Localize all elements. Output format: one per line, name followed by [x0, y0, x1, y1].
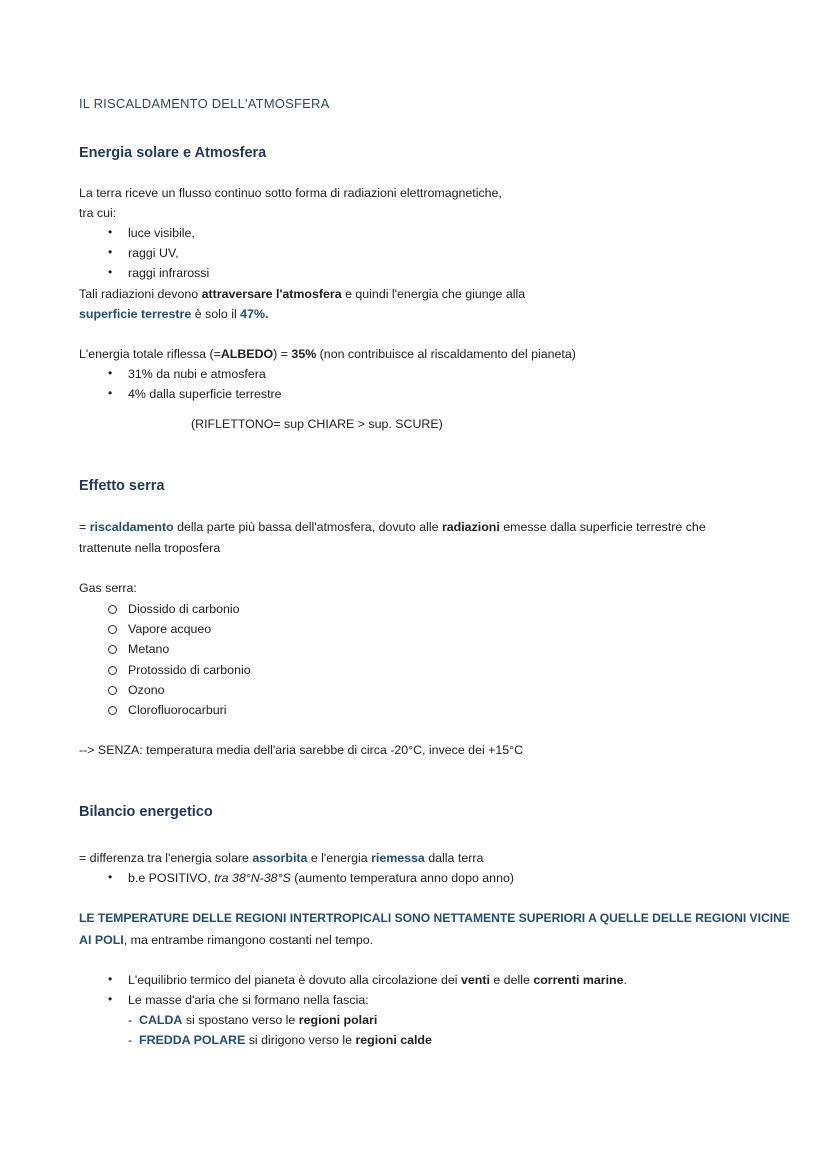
circle-bullet-icon [108, 605, 117, 614]
gas-item: Diossido di carbonio [128, 602, 240, 616]
list-item: 4% dalla superficie terrestre [128, 387, 282, 401]
paragraph-albedo: L'energia totale riflessa (=ALBEDO) = 35% (non contribuisce al riscaldamento del pianeta) [79, 347, 576, 361]
reflect-note: (RIFLETTONO= sup CHIARE > sup. SCURE) [191, 417, 443, 431]
paragraph-surface: superficie terrestre è solo il 47%. [79, 307, 269, 321]
gas-item: Protossido di carbonio [128, 663, 251, 677]
circle-bullet-icon [108, 645, 117, 654]
list-item: 31% da nubi e atmosfera [128, 367, 266, 381]
list-item: raggi UV, [128, 246, 179, 260]
bullet-icon: • [108, 245, 113, 259]
bullet-icon: • [108, 870, 113, 884]
gas-item: Ozono [128, 683, 165, 697]
bullet-icon: • [108, 265, 113, 279]
sub-item-cold: FREDDA POLARE si dirigono verso le regioni calde [139, 1033, 432, 1047]
list-item: Le masse d'aria che si formano nella fascia: [128, 993, 369, 1007]
list-item: L'equilibrio termico del pianeta è dovuto alla circolazione dei venti e delle correnti marine. [128, 973, 627, 987]
bullet-icon: • [108, 225, 113, 239]
bullet-icon: • [108, 366, 113, 380]
circle-bullet-icon [108, 666, 117, 675]
definition-line-2: trattenute nella troposfera [79, 541, 221, 555]
dash-icon: - [128, 1033, 133, 1047]
gas-item: Metano [128, 642, 170, 656]
bullet-icon: • [108, 386, 113, 400]
paragraph-radiations: Tali radiazioni devono attraversare l'atmosfera e quindi l'energia che giunge alla [79, 287, 526, 301]
list-item: b.e POSITIVO, tra 38°N-38°S (aumento temperatura anno dopo anno) [128, 871, 514, 885]
dash-icon: - [128, 1013, 133, 1027]
page-title: IL RISCALDAMENTO DELL'ATMOSFERA [79, 96, 330, 111]
section-heading-bilancio: Bilancio energetico [79, 804, 213, 820]
gas-item: Clorofluorocarburi [128, 703, 227, 717]
bullet-icon: • [108, 972, 113, 986]
circle-bullet-icon [108, 686, 117, 695]
list-item: luce visibile, [128, 226, 195, 240]
section-heading-effetto-serra: Effetto serra [79, 478, 165, 494]
section-heading-energia: Energia solare e Atmosfera [79, 145, 267, 161]
caps-line-2: AI POLI, ma entrambe rimangono costanti nel tempo. [79, 933, 374, 947]
sub-item-warm: CALDA si spostano verso le regioni polari [139, 1013, 378, 1027]
without-note: --> SENZA: temperatura media dell'aria sarebbe di circa -20°C, invece dei +15°C [79, 743, 524, 757]
circle-bullet-icon [108, 625, 117, 634]
bilancio-definition: = differenza tra l'energia solare assorbita e l'energia riemessa dalla terra [79, 851, 484, 865]
intro-line-2: tra cui: [79, 206, 117, 220]
bullet-icon: • [108, 992, 113, 1006]
circle-bullet-icon [108, 706, 117, 715]
gas-item: Vapore acqueo [128, 622, 212, 636]
gas-label: Gas serra: [79, 581, 137, 595]
definition-line-1: = riscaldamento della parte più bassa dell'atmosfera, dovuto alle radiazioni emesse dalla superficie terrestre che [79, 520, 706, 534]
caps-line-1: LE TEMPERATURE DELLE REGIONI INTERTROPICALI SONO NETTAMENTE SUPERIORI A QUELLE DELLE REGIONI VICINE [79, 911, 790, 925]
list-item: raggi infrarossi [128, 266, 210, 280]
intro-line-1: La terra riceve un flusso continuo sotto forma di radiazioni elettromagnetiche, [79, 186, 502, 200]
